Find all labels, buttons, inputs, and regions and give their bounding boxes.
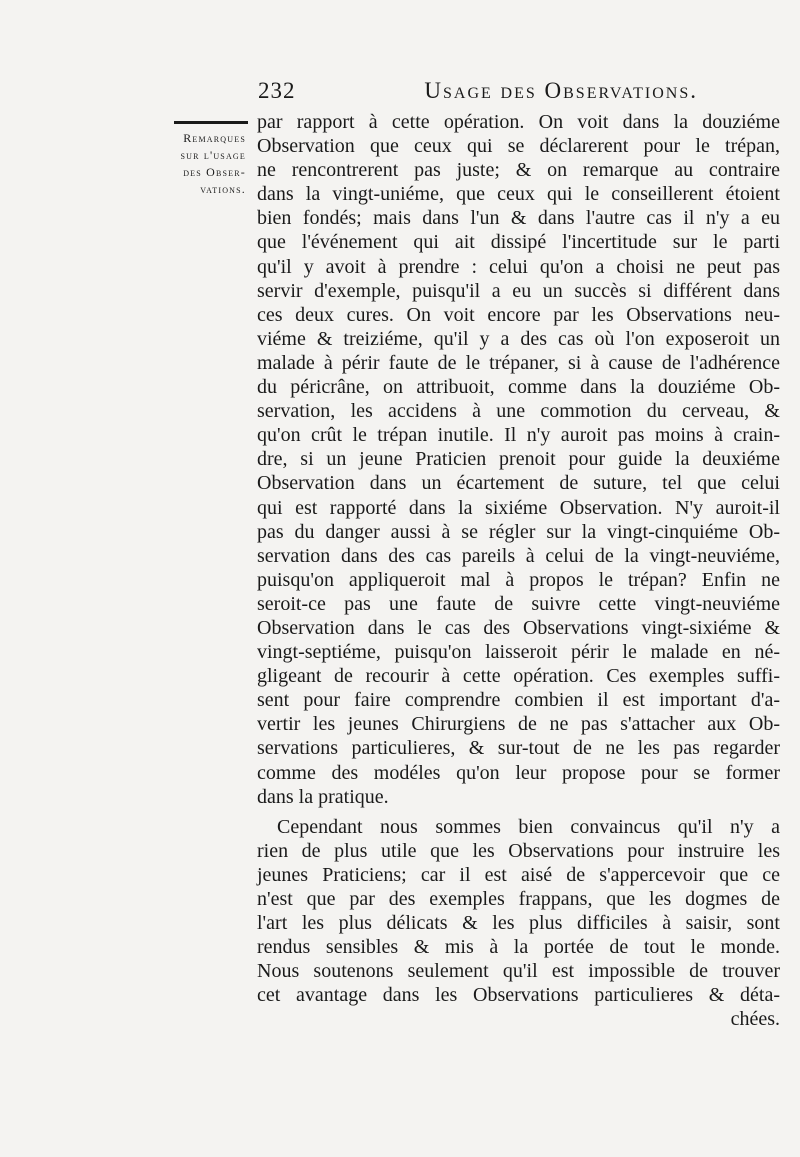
body-text: [257, 110, 780, 1032]
paragraph-1: [257, 110, 780, 809]
text-line: Nous soutenons seulement qu'il est impossible de trouver: [257, 960, 780, 983]
text-line: Cependant nous sommes bien convaincus qu'il n'y a: [277, 815, 780, 838]
text-line: dre, si un jeune Praticien prenoit pour guide la deuxiéme: [257, 448, 780, 471]
text-line: jeunes Praticiens; car il est aisé de s'appercevoir que ce: [257, 863, 780, 886]
catchword: chées.: [730, 1008, 780, 1031]
text-line: servir d'exemple, puisqu'il a eu un succès si différent dans: [257, 279, 780, 302]
text-line: vingt-septiéme, puisqu'on laisseroit périr le malade en né-: [257, 641, 780, 664]
text-line: servation dans des cas pareils à celui de la vingt-neuviéme,: [257, 544, 780, 567]
paragraph-2: [257, 815, 780, 1008]
text-line: gligeant de recourir à cette opération. Ces exemples suffi-: [257, 665, 780, 688]
margin-note-line: vations.: [200, 182, 246, 196]
text-line: qui est rapporté dans la sixiéme Observation. N'y auroit-il: [257, 496, 780, 519]
text-line: que l'événement qui ait dissipé l'incertitude sur le parti: [257, 231, 780, 254]
text-line: comme des modéles qu'on leur propose pour se former: [257, 761, 780, 784]
running-header: [258, 78, 698, 104]
text-line: Observation dans le cas des Observations vingt-sixiéme &: [257, 616, 780, 639]
text-line: n'est que par des exemples frappans, que les dogmes de: [257, 888, 780, 910]
running-title: Usage des Observations.: [424, 78, 698, 103]
text-line: ces deux cures. On voit encore par les Observations neu-: [257, 303, 780, 326]
text-line: servations particulieres, & sur-tout de ne les pas regarder: [257, 737, 780, 760]
text-line: cet avantage dans les Observations particulieres & déta-: [257, 984, 780, 1007]
text-line: bien fondés; mais dans l'un & dans l'autre cas il n'y a eu: [257, 207, 780, 230]
text-line: qu'on crût le trépan inutile. Il n'y auroit pas moins à crain-: [257, 424, 780, 447]
text-line: dans la pratique.: [257, 785, 389, 808]
margin-note-line: sur l'usage: [180, 148, 246, 162]
text-line: par rapport à cette opération. On voit dans la douziéme: [257, 111, 780, 133]
text-line: servation, les accidens à une commotion du cerveau, &: [257, 400, 780, 423]
text-line: Observation dans un écartement de suture, tel que celui: [257, 472, 780, 495]
text-line: puisqu'on appliqueroit mal à propos le trépan? Enfin ne: [257, 568, 780, 591]
header-rule: [174, 121, 248, 124]
text-line: seroit-ce pas une faute de suivre cette vingt-neuviéme: [257, 592, 780, 615]
text-line: du péricrâne, on attribuoit, comme dans la douziéme Ob-: [257, 376, 780, 399]
text-line: l'art les plus délicats & les plus difficiles à saisir, sont: [257, 912, 780, 935]
text-line: malade à périr faute de le trépaner, si à cause de l'adhérence: [257, 351, 780, 374]
text-line: Observation que ceux qui se déclarerent pour le trépan,: [257, 135, 780, 158]
text-line: rien de plus utile que les Observations pour instruire les: [257, 839, 780, 862]
text-line: dans la vingt-uniéme, que ceux qui le conseillerent étoient: [257, 183, 780, 206]
text-line: rendus sensibles & mis à la portée de tout le monde.: [257, 936, 780, 959]
text-line: vertir les jeunes Chirurgiens de ne pas s'attacher aux Ob-: [257, 713, 780, 736]
text-line: pas du danger aussi à se régler sur la vingt-cinquiéme Ob-: [257, 520, 780, 543]
text-line: viéme & treiziéme, qu'il y a des cas où l'on exposeroit un: [257, 327, 780, 350]
margin-note-line: Remarques: [183, 131, 246, 145]
margin-note: [160, 130, 246, 198]
text-line: ne rencontrerent pas juste; & on remarque au contraire: [257, 159, 780, 182]
page-number: 232: [258, 78, 296, 103]
text-line: sent pour faire comprendre combien il est important d'a-: [257, 689, 780, 712]
margin-note-line: des Obser-: [183, 165, 246, 179]
text-line: qu'il y avoit à prendre : celui qu'on a choisi ne peut pas: [257, 255, 780, 278]
